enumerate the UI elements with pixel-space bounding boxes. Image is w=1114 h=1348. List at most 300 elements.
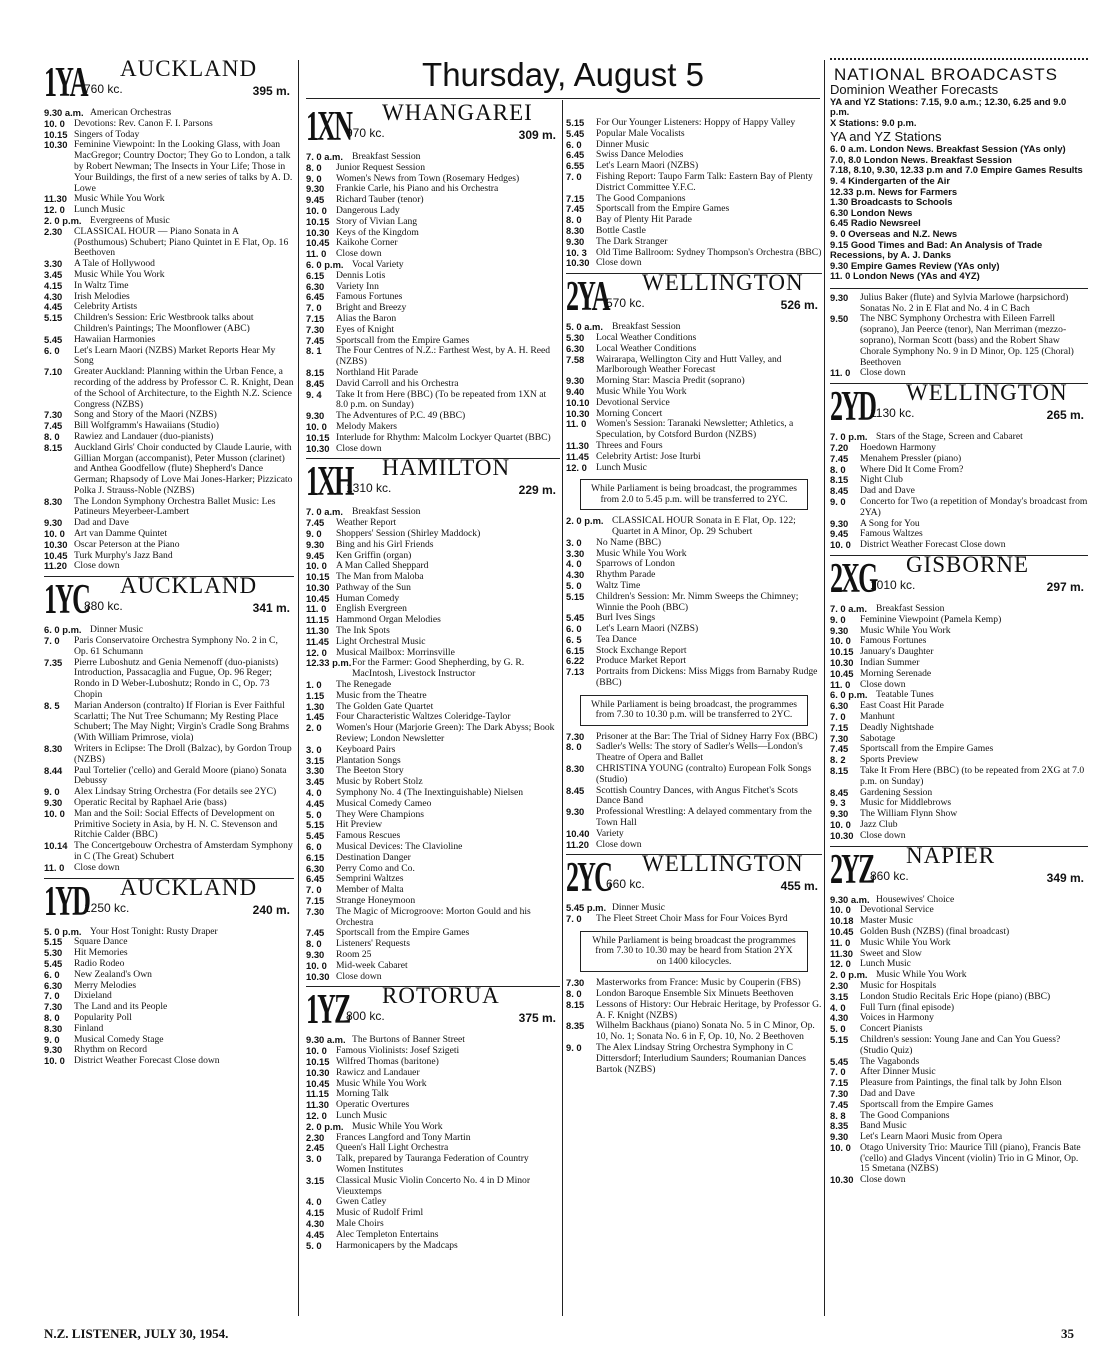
entry-programme: Rawicz and Landauer (336, 1066, 420, 1078)
entry-programme: Devotions: Rev. Canon F. I. Parsons (74, 117, 213, 129)
entry-time: 9.30 (566, 375, 585, 387)
entry-programme: Housewives' Choice (876, 893, 955, 905)
entry-programme: Shoppers' Session (Shirley Maddock) (336, 527, 481, 539)
entry-programme: Julius Baker (flute) and Sylvia Marlowe (harpsichord) Sonatas No. 2 in E Flat and No. 4 in C Bach (860, 291, 1069, 314)
entry-programme: Your Host Tonight: Rusty Draper (90, 925, 218, 937)
entry-programme: Pierre Luboshutz and Genia Nemenoff (duo-pianists) Introduction, Passacaglia and Fugue, Op. 96 Reger; Rondo in D Weber-Luboshutz; Rondo in C, Op. 73 Chopin (74, 656, 279, 701)
schedule-entry (44, 497, 294, 519)
entry-programme: Writers in Eclipse: The Droll (Balzac), by Gordon Troup (NZBS) (74, 743, 292, 765)
entry-time: 10. 0 (830, 1141, 851, 1153)
call-sign: 1XH (306, 459, 353, 506)
entry-programme: Greater Auckland: Planning within the Urban Fence, a recording of the address by Professor C. R. Knight, Dean of the School of Architecture, to the Eighth N.Z. Science Congress (NZBS) (74, 366, 294, 410)
entry-time: 7.45 (306, 517, 325, 529)
entry-time: 9.30 (44, 517, 63, 529)
schedule-entry (44, 119, 294, 130)
entry-time: 5. 0 (306, 808, 322, 820)
entry-programme: Popular Male Vocalists (596, 127, 685, 139)
entry-time: 6. 0 (566, 623, 582, 635)
entry-programme: Dad and Dave (860, 1087, 915, 1099)
entry-programme: London Baroque Ensemble Six Minuets Beethoven (596, 988, 794, 1000)
entry-programme: Famous Fortunes (860, 635, 927, 647)
schedule-entry (306, 444, 560, 455)
entry-time: 9. 0 (306, 172, 322, 184)
entry-programme: Sabotage (860, 732, 896, 744)
entry-programme: Light Orchestral Music (336, 635, 426, 647)
entry-programme: Man and the Soil: Social Effects of Development on Primitive Society in Asia, by H. N. C. Stevenson and Ritchie Calder (BBC) (74, 807, 278, 841)
entry-programme: Music While You Work (596, 385, 687, 397)
entry-time: 10.30 (566, 407, 590, 419)
entry-programme: Music While You Work (352, 1120, 443, 1132)
entry-programme: Local Weather Conditions (596, 342, 697, 354)
entry-time: 7. 0 (44, 635, 60, 647)
dominion-title: Dominion Weather Forecasts (830, 81, 999, 97)
entry-programme: Northland Hit Parade (336, 366, 419, 378)
entry-programme: Jazz Club (860, 818, 898, 830)
schedule-entry (44, 561, 294, 572)
schedule-list (830, 604, 1088, 842)
schedule-entry (306, 217, 560, 228)
entry-programme: Frances Langford and Tony Martin (336, 1131, 471, 1143)
entry-programme: Let's Learn Maori (NZBS) Market Reports Hear My Song (74, 344, 276, 367)
schedule-entry (830, 497, 1088, 519)
entry-time: 8. 2 (830, 754, 846, 766)
entry-time: 9.30 (306, 538, 325, 550)
entry-programme: London Studio Recitals Eric Hope (piano) (BBC) (860, 990, 1051, 1002)
schedule-list (830, 895, 1088, 1187)
entry-programme: Children's session: Young Jane and Can You Guess? (Studio Quiz) (860, 1033, 1061, 1056)
entry-time: 9. 0 (830, 496, 846, 508)
schedule-entry (830, 368, 1088, 379)
entry-time: 10. 0 (44, 117, 65, 129)
entry-time: 5.45 (44, 957, 63, 969)
schedule-list (566, 118, 822, 269)
entry-time: 6.45 (566, 149, 585, 161)
entry-programme: Close down (860, 367, 906, 379)
entry-programme: Let's Learn Maori Music from Opera (860, 1131, 1003, 1143)
national-line: 6.45 Radio Newsreel (830, 217, 921, 229)
entry-programme: Square Dance (74, 936, 128, 948)
schedule-entry (566, 172, 822, 194)
entry-programme: Close down (336, 248, 382, 260)
entry-time: 10.14 (44, 840, 68, 852)
schedule-entry (44, 744, 294, 766)
entry-programme: The Beeton Story (336, 765, 404, 777)
entry-time: 4.30 (306, 1217, 325, 1229)
dominion-lines (830, 97, 1088, 129)
entry-programme: Popularity Poll (74, 1011, 132, 1023)
entry-time: 5.15 (566, 590, 585, 602)
entry-time: 10.30 (830, 657, 854, 669)
national-line: 9. 0 Overseas and N.Z. News (830, 227, 958, 239)
entry-programme: Sweet and Slow (860, 947, 922, 959)
entry-programme: Music While You Work (876, 969, 967, 981)
schedule-entry (44, 140, 294, 194)
entry-time: 11.30 (306, 1099, 329, 1111)
entry-time: 10. 0 (830, 904, 851, 916)
entry-programme: Famous Fortunes (336, 291, 403, 303)
entry-programme: Music While You Work (74, 193, 165, 205)
entry-time: 5.30 (566, 331, 585, 343)
entry-time: 10. 0 (44, 1055, 65, 1067)
entry-time: 7.45 (830, 743, 849, 755)
entry-programme: Singers of Today (74, 128, 140, 140)
entry-time: 7. 0 a.m. (306, 151, 344, 162)
entry-programme: Let's Learn Maori (NZBS) (596, 160, 699, 172)
entry-programme: Kaikohe Corner (336, 237, 398, 249)
entry-programme: Sportscall from the Empire Games (336, 334, 470, 346)
entry-programme: Richard Tauber (tenor) (336, 194, 424, 206)
entry-programme: Evergreens of Music (90, 214, 170, 226)
entry-time: 6.15 (306, 851, 325, 863)
entry-programme: Musical Devices: The Clavioline (336, 841, 463, 853)
entry-time: 11. 0 (830, 936, 851, 948)
entry-programme: Manhunt (860, 711, 895, 722)
entry-programme: Breakfast Session (352, 506, 421, 518)
entry-time: 1. 0 (306, 679, 322, 691)
column-divider (298, 60, 299, 1316)
schedule-entry (44, 809, 294, 841)
entry-programme: Operatic Overtures (336, 1099, 410, 1111)
entry-programme: Wairarapa, Wellington City and Hutt Valley, and Marlborough Weather Forecast (596, 353, 782, 376)
entry-time: 12. 0 (306, 1109, 327, 1121)
entry-programme: Dennis Lotis (336, 269, 386, 281)
entry-time: 8.15 (306, 366, 325, 378)
entry-time: 6.15 (306, 269, 325, 281)
entry-programme: Morning Serenade (860, 667, 932, 679)
entry-programme: Sadler's Wells: The story of Sadler's Wells—London's Theatre of Opera and Ballet (596, 741, 803, 764)
national-line: 9.30 Empire Games Review (YAs only) (830, 259, 1000, 271)
entry-programme: Sportscall from the Empire Games (336, 927, 470, 939)
entry-programme: Hawaiian Harmonies (74, 333, 156, 345)
entry-programme: Produce Market Report (596, 655, 687, 667)
entry-time: 10. 0 (830, 539, 851, 551)
entry-programme: A Tale of Hollywood (74, 258, 155, 270)
entry-programme: Dangerous Lady (336, 204, 400, 216)
entry-time: 10. 3 (566, 246, 587, 258)
entry-programme: Celebrity Artist: Jose Iturbi (596, 450, 701, 462)
entry-programme: The Man from Maloba (336, 571, 424, 583)
entry-time: 5. 0 (830, 1023, 846, 1035)
entry-time: 9.50 (830, 313, 849, 325)
entry-time: 4.45 (306, 1228, 325, 1240)
schedule-entry (306, 853, 560, 864)
entry-time: 8.30 (44, 1022, 63, 1034)
entry-programme: Band Music (860, 1120, 907, 1132)
schedule-entry (44, 443, 294, 497)
schedule-entry (306, 1068, 560, 1079)
entry-time: 7. 0 (830, 1066, 846, 1078)
entry-time: 7. 0 (44, 990, 60, 1002)
entry-time: 10.30 (44, 139, 68, 151)
entry-programme: For Our Younger Listeners: Hoppy of Happy Valley (596, 117, 796, 128)
schedule-list (44, 108, 294, 572)
entry-programme: District Weather Forecast Close down (74, 1055, 220, 1067)
wavelength: 341 m. (252, 601, 290, 616)
entry-programme: Master Music (860, 915, 914, 927)
entry-time: 8. 5 (44, 699, 60, 711)
entry-time: 7. 0 (566, 913, 582, 925)
entry-time: 9.30 (830, 1131, 849, 1143)
entry-programme: Strange Honeymoon (336, 895, 416, 906)
entry-time: 7.30 (830, 732, 849, 744)
entry-programme: Destination Danger (336, 851, 411, 863)
entry-time: 9. 4 (306, 388, 322, 400)
entry-programme: Take It From Here (BBC) (to be repeated from 2XG at 7.0 p.m. on Sunday) (860, 764, 1085, 787)
entry-time: 5.45 (306, 830, 325, 842)
schedule-entry (306, 433, 560, 444)
entry-time: 7.35 (44, 656, 63, 668)
national-line: 9.15 Good Times and Bad: An Analysis of Trade Recessions, by A. J. Danks (830, 238, 1043, 261)
entry-programme: Rhythm on Record (74, 1044, 148, 1056)
entry-time: 2. 0 (306, 722, 322, 734)
entry-time: 8. 0 (566, 988, 582, 1000)
schedule-entry (44, 313, 294, 335)
entry-programme: Music for Middlebrows (860, 797, 952, 809)
entry-time: 9.30 a.m. (830, 893, 870, 905)
entry-time: 11.30 (44, 193, 67, 205)
entry-time: 3.45 (306, 776, 325, 788)
entry-time: 7.45 (830, 452, 849, 464)
entry-programme: Rhythm Parade (596, 569, 656, 581)
schedule-entry (306, 1241, 560, 1252)
entry-time: 6.30 (306, 862, 325, 874)
schedule-entry (306, 972, 560, 983)
entry-time: 3.30 (44, 258, 63, 270)
parliament-notice: While Parliament is being broadcast, the programmes from 2.0 to 5.45 p.m. will be transferred to 2YC. (580, 479, 808, 510)
entry-time: 3.30 (566, 547, 585, 559)
entry-time: 1.45 (306, 711, 325, 723)
entry-time: 8. 0 (44, 1011, 60, 1023)
entry-time: 2.45 (306, 1142, 325, 1154)
schedule-entry (566, 667, 822, 689)
entry-time: 5.15 (830, 1033, 849, 1045)
schedule-entry (830, 938, 1088, 949)
entry-programme: Burl Ives Sings (596, 612, 656, 624)
entry-programme: Rawiez and Landauer (duo-pianists) (74, 430, 214, 442)
entry-time: 10.10 (566, 396, 590, 408)
entry-time: 10.30 (306, 1066, 330, 1078)
schedule-entry (566, 807, 822, 829)
entry-programme: Old Time Ballroom: Sydney Thompson's Orchestra (BBC) (596, 246, 822, 258)
entry-programme: Lessons of History: Our Hebraic Heritage, by Professor G. A. F. Knight (NZBS) (596, 998, 822, 1021)
entry-programme: The London Symphony Orchestra Ballet Music: Les Patineurs Meyerbeer-Lambert (74, 495, 276, 518)
column-2 (306, 100, 560, 1251)
entry-programme: Close down (74, 560, 120, 572)
schedule-entry (566, 840, 822, 851)
station-city: HAMILTON (382, 455, 511, 481)
entry-programme: Pleasure from Paintings, the final talk by John Elson (860, 1077, 1062, 1089)
entry-programme: The William Flynn Show (860, 808, 958, 820)
entry-time: 10. 0 (306, 959, 327, 971)
entry-programme: Feminine Viewpoint: In the Looking Glass, with Joan MacGregor; Country Doctor; They Go to London, a talk by Robert Newman; The Insects in Your Life; Those in Your Buildings, the first of a new series of talks by A. D. Lowe (74, 139, 293, 194)
entry-time: 7.45 (566, 203, 585, 215)
entry-time: 10.45 (306, 1077, 330, 1089)
entry-programme: Dinner Music (612, 902, 666, 914)
entry-time: 10.15 (306, 215, 330, 227)
entry-time: 10.15 (44, 128, 68, 140)
parliament-notice: While Parliament is being broadcast, the programmes from 7.30 to 10.30 p.m. will be transferred to 2YC. (580, 695, 808, 726)
entry-programme: Plantation Songs (336, 754, 401, 766)
entry-programme: Close down (596, 838, 642, 850)
entry-programme: Sports Preview (860, 754, 919, 766)
station-city: AUCKLAND (120, 56, 258, 81)
entry-programme: Fishing Report: Taupo Farm Talk: Eastern Bay of Plenty District Committee Y.F.C. (596, 170, 813, 193)
entry-time: 7. 0 (566, 170, 582, 182)
entry-time: 7.30 (44, 1001, 63, 1013)
entry-time: 6. 0 p.m. (306, 258, 344, 270)
entry-time: 11. 0 (566, 418, 587, 430)
schedule-entry (306, 723, 560, 745)
entry-time: 7.15 (306, 312, 325, 324)
schedule-entry (830, 1100, 1088, 1111)
entry-programme: The Concertgebouw Orchestra of Amsterdam Symphony in C (The Great) Schubert (74, 840, 293, 862)
schedule-entry (566, 419, 822, 441)
schedule-entry (830, 723, 1088, 734)
entry-time: 2. 0 p.m. (306, 1120, 344, 1132)
entry-programme: Variety (596, 827, 624, 839)
entry-time: 7.10 (44, 366, 63, 378)
entry-time: 10. 0 (306, 420, 327, 432)
entry-time: 6. 0 (306, 841, 322, 853)
schedule-entry (830, 615, 1088, 626)
entry-programme: American Orchestras (90, 107, 172, 118)
entry-time: 7.45 (306, 334, 325, 346)
entry-time: 3. 0 (306, 1153, 322, 1165)
entry-time: 11. 0 (830, 678, 851, 690)
frequency: 660 kc. (606, 877, 645, 892)
entry-time: 4. 0 (306, 1196, 322, 1208)
entry-time: 4.45 (306, 797, 325, 809)
entry-programme: Eyes of Knight (336, 323, 395, 335)
schedule-list (306, 1035, 560, 1251)
entry-time: 6. 0 p.m. (830, 689, 868, 701)
entry-time: 7.30 (830, 1087, 849, 1099)
call-sign: 1XN (306, 104, 352, 150)
national-line: 7.18, 8.10, 9.30, 12.33 p.m and 7.0 Empire Games Results (830, 164, 1083, 176)
schedule-entry (566, 742, 822, 764)
entry-programme: Lunch Music (596, 461, 647, 473)
entry-programme: Indian Summer (860, 657, 920, 669)
entry-programme: January's Daughter (860, 646, 934, 658)
national-line: 6.30 London News (830, 206, 913, 218)
entry-time: 8.15 (44, 441, 63, 453)
column-divider (824, 60, 825, 1316)
schedule-list (44, 927, 294, 1067)
entry-time: 5.15 (566, 117, 585, 128)
entry-programme: District Weather Forecast Close down (860, 539, 1006, 551)
entry-programme: Local Weather Conditions (596, 331, 697, 343)
entry-time: 4.45 (44, 301, 63, 313)
schedule-entry (830, 1035, 1088, 1057)
entry-time: 4. 0 (566, 558, 582, 570)
entry-programme: The Fleet Street Choir Mass for Four Voices Byrd (596, 913, 788, 925)
schedule-entry (830, 1143, 1088, 1175)
entry-programme: Lunch Music (74, 204, 125, 216)
entry-programme: Dad and Dave (74, 517, 129, 529)
entry-time: 9.40 (566, 385, 585, 397)
wavelength: 375 m. (518, 1011, 556, 1026)
national-line: 9. 4 Kindergarten of the Air (830, 174, 950, 186)
entry-programme: The Four Centres of N.Z.: Farthest West, by A. H. Reed (NZBS) (336, 345, 551, 368)
entry-time: 8. 0 (44, 430, 60, 442)
schedule-entry (306, 907, 560, 929)
entry-programme: The Good Companions (596, 192, 686, 204)
entry-programme: Dinner Music (596, 138, 650, 150)
entry-programme: New Zealand's Own (74, 968, 152, 980)
station-city: WELLINGTON (642, 851, 804, 877)
entry-time: 10. 0 (44, 528, 65, 540)
frequency: 970 kc. (346, 126, 385, 140)
entry-programme: Let's Learn Maori (NZBS) (596, 623, 699, 635)
entry-programme: Listeners' Requests (336, 938, 410, 950)
entry-programme: Symphony No. 4 (The Inextinguishable) Nielsen (336, 787, 524, 799)
entry-time: 10. 0 (830, 818, 851, 830)
schedule-entry (830, 680, 1088, 691)
entry-programme: Bay of Plenty Hit Parade (596, 214, 692, 226)
entry-programme: Take It from Here (BBC) (To be repeated from 1XN at 8.0 p.m. on Sunday) (336, 388, 547, 411)
yayz-lines (830, 144, 1088, 282)
entry-time: 12.33 p.m. (306, 657, 352, 669)
entry-time: 8. 0 (306, 938, 322, 950)
entry-programme: Bottle Castle (596, 224, 646, 236)
entry-programme: Hit Memories (74, 947, 128, 959)
entry-programme: The Golden Gate Quartet (336, 700, 434, 712)
entry-programme: Lunch Music (336, 1109, 387, 1121)
entry-time: 7.30 (306, 323, 325, 335)
schedule-entry (44, 227, 294, 259)
schedule-entry (44, 841, 294, 863)
entry-programme: The Adventures of P.C. 49 (BBC) (336, 410, 466, 422)
entry-programme: Male Choirs (336, 1217, 384, 1229)
entry-programme: Music While You Work (860, 936, 951, 948)
entry-time: 9.30 (306, 183, 325, 195)
entry-programme: The Magic of Microgroove: Morton Gould and his Orchestra (336, 905, 531, 928)
entry-programme: Teatable Tunes (876, 689, 934, 701)
entry-programme: Paris Conservatoire Orchestra Symphony No. 2 in C, Op. 61 Schumann (74, 635, 278, 657)
entry-time: 10. 0 (830, 635, 851, 647)
schedule-entry (566, 914, 822, 925)
entry-programme: CLASSICAL HOUR — Piano Sonata in A (Posthumous) Schubert; Piano Quintet in E Flat, Op. 16 Beethoven (74, 225, 289, 259)
entry-time: 10.15 (306, 431, 330, 443)
station-header-1yz (306, 983, 560, 1034)
entry-programme: Irish Melodies (74, 290, 130, 302)
entry-time: 12. 0 (830, 958, 851, 970)
entry-programme: Famous Waltzes (860, 528, 923, 540)
entry-time: 5. 0 p.m. (44, 925, 82, 937)
entry-time: 7.30 (566, 730, 585, 742)
entry-time: 10.30 (830, 1174, 854, 1186)
entry-time: 3.30 (306, 765, 325, 777)
entry-programme: Dinner Music (90, 624, 144, 636)
entry-programme: Finland (74, 1022, 104, 1034)
entry-time: 11. 0 (306, 248, 327, 260)
entry-programme: Morning Star: Mascia Predit (soprano) (596, 375, 745, 387)
frequency: 1250 kc. (84, 900, 130, 915)
entry-time: 6. 0 (44, 344, 60, 356)
entry-programme: Devotional Service (596, 396, 670, 408)
entry-time: 10.45 (44, 549, 68, 561)
entry-time: 9.30 a.m. (44, 107, 84, 118)
wavelength: 297 m. (1046, 580, 1084, 595)
entry-programme: The Land and its People (74, 1001, 168, 1013)
station-header-2ya (566, 270, 822, 321)
entry-programme: The Ink Spots (336, 625, 390, 637)
entry-programme: Alex Lindsay String Orchestra (For details see 2YC) (74, 786, 277, 798)
schedule-entry (44, 658, 294, 701)
entry-time: 10.15 (830, 646, 854, 658)
schedule-entry (44, 636, 294, 658)
entry-programme: Stars of the Stage, Screen and Cabaret (876, 431, 1023, 443)
